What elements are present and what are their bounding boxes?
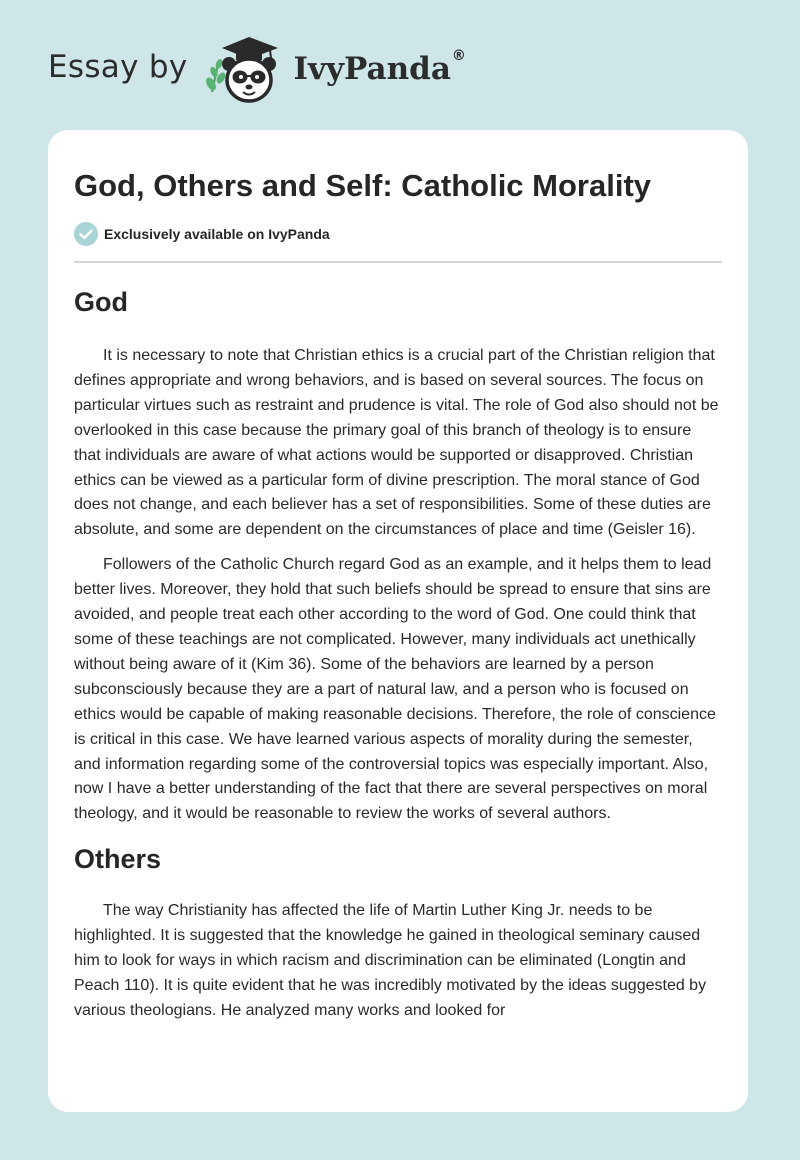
check-circle-icon [74, 222, 98, 246]
paragraph: The way Christianity has affected the life of Martin Luther King Jr. needs to be highlighted. It is suggested that the knowledge he gained in theological seminary caused him to look for ways in which racism and discrimination can be eliminated (Longtin and Peach 110). It is quite evident that he was incredibly motivated by the ideas suggested by various theologians. He analyzed many works and looked for [74, 902, 707, 1019]
badge-label: Exclusively available on IvyPanda [104, 226, 330, 242]
paragraph: It is necessary to note that Christian ethics is a crucial part of the Christian religion that defines appropriate and wrong behaviors, and is based on several sources. The focus on particular virtues such as restraint and prudence is vital. The role of God also should not be overlooked in this case because the primary goal of this branch of theology is to ensure that individuals are aware of what actions would be supported or disapproved. Christian ethics can be viewed as a particular form of divine prescription. The moral stance of God does not change, and each believer has a set of responsibilities. Some of these duties are absolute, and some are dependent on the circumstances of place and time (Geisler 16). [74, 347, 719, 539]
paragraph: Followers of the Catholic Church regard God as an example, and it helps them to lead better lives. Moreover, they hold that such beliefs should be spread to ensure that sins are avoided, and people treat each other according to the word of God. One could think that some of these teachings are not complicated. However, many individuals act unethically without being aware of it (Kim 36). Some of the behaviors are learned by a person subconsciously because they are a part of natural law, and a person who is focused on ethics would be capable of making reasonable decisions. Therefore, the role of conscience is critical in this case. We have learned various aspects of morality during the semester, and information regarding some of the controversial topics was especially important. Also, now I have a better understanding of the fact that there are several perspectives on moral theology, and it would be reasonable to review the works of several authors. [74, 556, 716, 823]
title-divider [74, 261, 722, 263]
section-heading-god: God [74, 287, 128, 317]
brand-prefix: Essay by [48, 49, 188, 85]
exclusive-badge [74, 222, 330, 246]
panda-logo-icon[interactable] [202, 34, 288, 106]
essay-body [74, 282, 722, 1024]
registered-mark: ® [451, 48, 466, 64]
brand-name[interactable]: IvyPanda [293, 51, 451, 87]
essay-title: God, Others and Self: Catholic Morality [74, 168, 652, 203]
section-heading-others: Others [74, 844, 162, 875]
essay-card [48, 130, 748, 1112]
brand-header [48, 34, 465, 106]
